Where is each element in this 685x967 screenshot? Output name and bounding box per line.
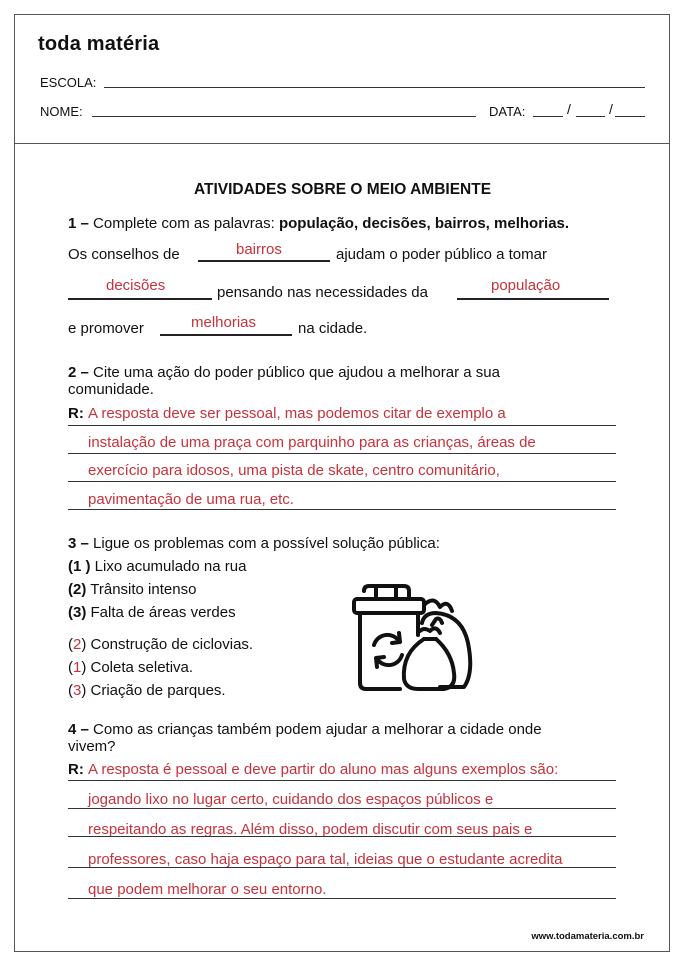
q4-prompt: [68, 721, 542, 738]
q4-answer-line: que podem melhorar o seu entorno.: [88, 881, 327, 898]
q2-answer-rule[interactable]: [68, 481, 616, 482]
q4-number: 4 –: [68, 721, 89, 738]
q1-answer-3: população: [491, 277, 561, 294]
q4-answer-line: A resposta é pessoal e deve partir do aluno mas alguns exemplos são:: [88, 761, 559, 778]
q3-instruction: Ligue os problemas com a possível solução pública:: [93, 535, 440, 552]
escola-label: ESCOLA:: [40, 75, 97, 90]
q4-prompt-line2: vivem?: [68, 738, 116, 755]
q3-solution-answer: 2: [73, 636, 82, 653]
date-year-field[interactable]: [615, 116, 645, 117]
q4-answer-line: respeitando as regras. Além disso, podem discutir com seus pais e: [88, 821, 533, 838]
q1-word-list: população, decisões, bairros, melhorias.: [278, 215, 570, 232]
q3-solution-item[interactable]: [68, 682, 226, 699]
escola-field[interactable]: [104, 87, 645, 88]
q1-blank-4[interactable]: [160, 334, 292, 336]
page-title: ATIVIDADES SOBRE O MEIO AMBIENTE: [193, 181, 492, 198]
footer-url[interactable]: www.todamateria.com.br: [531, 931, 644, 942]
q1-sentence-end: ajudam o poder público a tomar: [336, 246, 547, 263]
q3-problem-number: (2): [68, 581, 87, 598]
q3-solution-item[interactable]: [68, 636, 253, 653]
header-divider: [14, 143, 670, 144]
q1-answer-4: melhorias: [191, 314, 257, 331]
q4-answer-rule[interactable]: [68, 867, 616, 868]
q4-answer-line: professores, caso haja espaço para tal, ideias que o estudante acredita: [88, 851, 563, 868]
q3-number: 3 –: [68, 535, 89, 552]
q3-problem-text: Falta de áreas verdes: [90, 604, 236, 621]
nome-label: NOME:: [40, 104, 83, 119]
q2-number: 2 –: [68, 364, 89, 381]
q1-blank-3[interactable]: [457, 298, 609, 300]
q1-instruction: Complete com as palavras:: [93, 215, 275, 232]
q3-solution-text: ) Coleta seletiva.: [81, 659, 194, 676]
q3-paren: (: [68, 682, 73, 699]
q1-blank-2[interactable]: [68, 298, 212, 300]
q2-prompt-line2: comunidade.: [68, 381, 154, 398]
q3-solution-item[interactable]: [68, 659, 193, 676]
q2-answer-line: A resposta deve ser pessoal, mas podemos citar de exemplo a: [88, 405, 506, 422]
q3-problem-item: [68, 558, 246, 575]
q4-answer-line: jogando lixo no lugar certo, cuidando dos espaços públicos e: [88, 791, 494, 808]
q3-problem-number: (3): [68, 604, 87, 621]
data-label: DATA:: [489, 104, 526, 119]
q3-problem-text: Lixo acumulado na rua: [94, 558, 247, 575]
worksheet-frame: [14, 14, 670, 952]
trash-bin-recycle-icon: [344, 583, 479, 693]
q2-answer-rule[interactable]: [68, 453, 616, 454]
q2-prompt-line1: Cite uma ação do poder público que ajudou a melhorar a sua: [93, 364, 500, 381]
q2-answer-line: pavimentação de uma rua, etc.: [88, 491, 294, 508]
q3-problem-number: (1 ): [68, 558, 91, 575]
q3-problem-item: [68, 604, 236, 621]
q1-sentence-end-3: na cidade.: [298, 320, 368, 337]
q4-answer-rule[interactable]: [68, 780, 616, 781]
q3-problem-item: [68, 581, 196, 598]
q2-answer-rule[interactable]: [68, 509, 616, 510]
q2-r-label: R:: [68, 405, 84, 422]
q3-prompt: [68, 535, 440, 552]
q1-answer-2: decisões: [106, 277, 166, 294]
q3-paren: (: [68, 636, 73, 653]
q2-answer-rule[interactable]: [68, 425, 616, 426]
date-slash: /: [609, 101, 613, 117]
brand-logo: toda matéria: [38, 33, 160, 55]
q2-prompt: [68, 364, 500, 381]
q1-answer-1: bairros: [236, 241, 282, 258]
q3-solution-text: ) Criação de parques.: [81, 682, 226, 699]
q3-solution-answer: 3: [73, 682, 82, 699]
q2-answer-line: instalação de uma praça com parquinho para as crianças, áreas de: [88, 434, 536, 451]
q3-problem-text: Trânsito intenso: [90, 581, 197, 598]
date-day-field[interactable]: [533, 116, 563, 117]
q4-answer-rule[interactable]: [68, 836, 616, 837]
q1-sentence-mid: pensando nas necessidades da: [217, 284, 428, 301]
q1-sentence-start: Os conselhos de: [68, 246, 180, 263]
q4-prompt-line1: Como as crianças também podem ajudar a melhorar a cidade onde: [93, 721, 542, 738]
date-slash: /: [567, 101, 571, 117]
q3-solution-text: ) Construção de ciclovias.: [81, 636, 254, 653]
q1-blank-1[interactable]: [198, 260, 330, 262]
q1-prompt: [68, 215, 569, 232]
q3-solution-answer: 1: [73, 659, 82, 676]
q1-sentence-start-3: e promover: [68, 320, 144, 337]
q4-r-label: R:: [68, 761, 84, 778]
q1-number: 1 –: [68, 215, 89, 232]
q4-answer-rule[interactable]: [68, 898, 616, 899]
nome-field[interactable]: [92, 116, 476, 117]
date-month-field[interactable]: [576, 116, 605, 117]
q3-paren: (: [68, 659, 73, 676]
q2-answer-line: exercício para idosos, uma pista de skate, centro comunitário,: [88, 462, 500, 479]
q4-answer-rule[interactable]: [68, 808, 616, 809]
